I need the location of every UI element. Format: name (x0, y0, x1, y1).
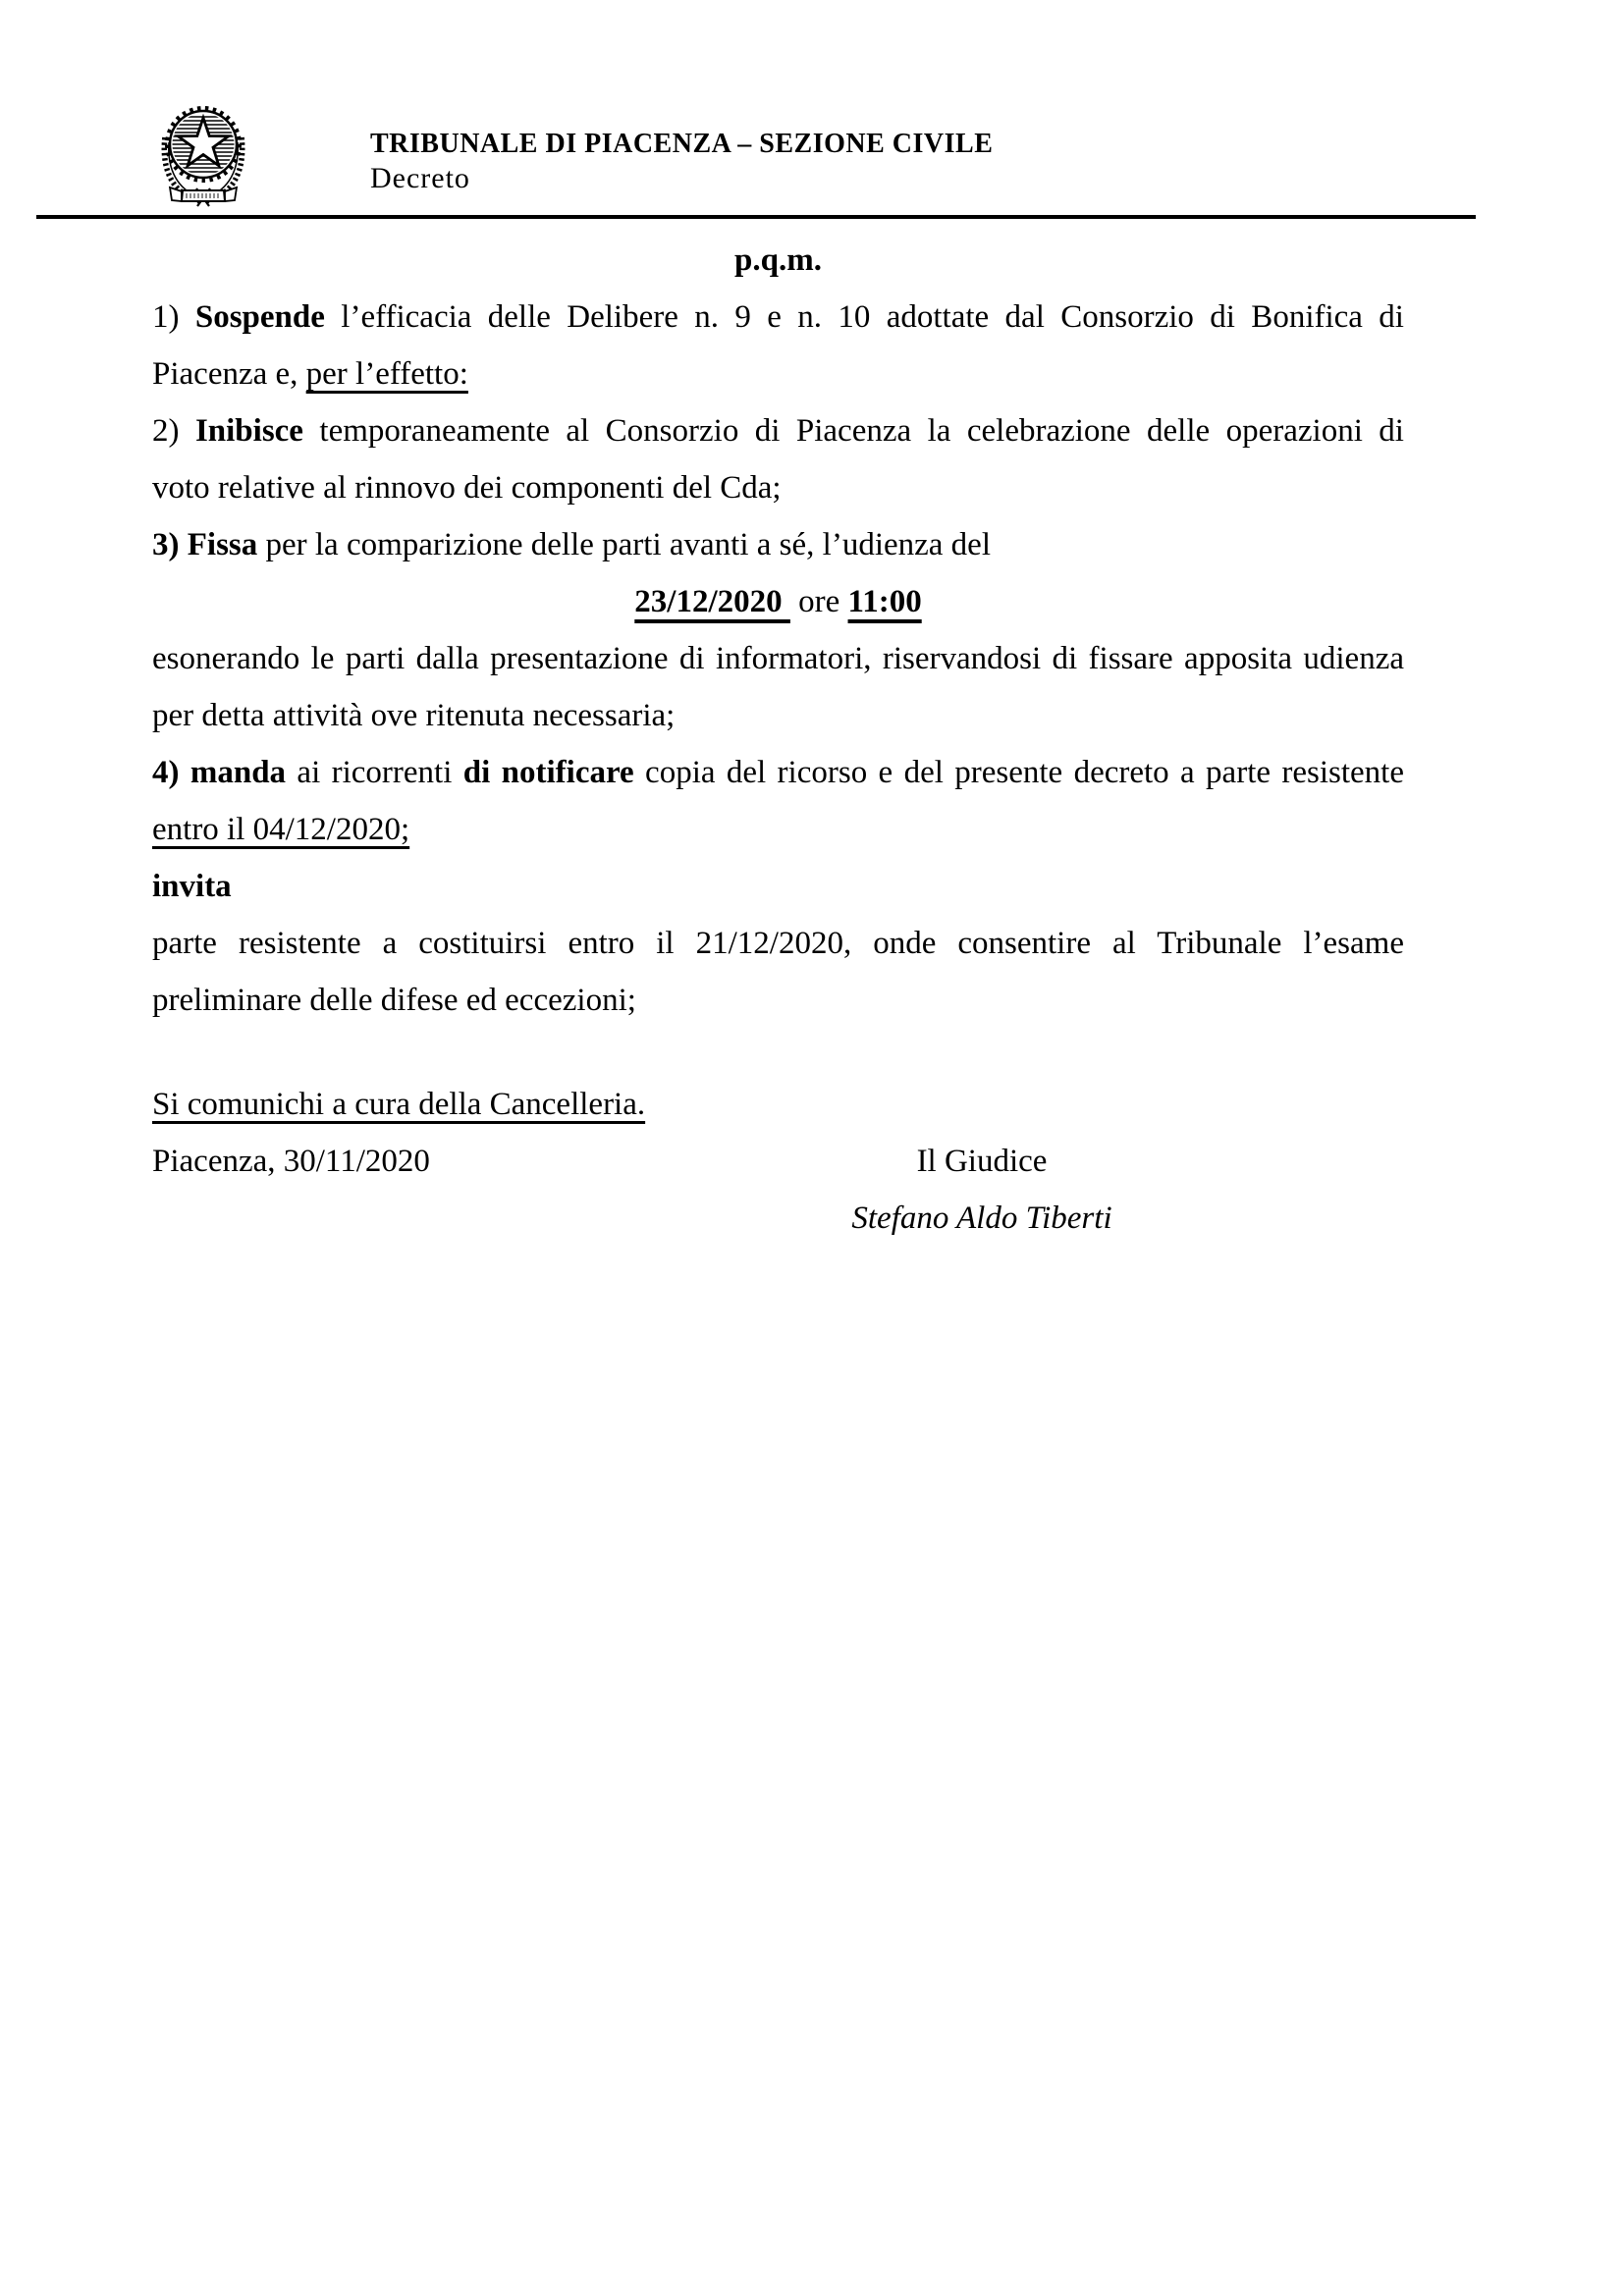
order-4-line-1 (152, 744, 1404, 801)
place-date: Piacenza, 30/11/2020 (152, 1144, 430, 1179)
registry-notice (152, 1076, 1404, 1133)
order-4-bold-2: di notificare (462, 755, 634, 790)
hearing-time: 11:00 (847, 584, 922, 619)
pqm-heading: p.q.m. (734, 242, 822, 278)
place-date-row (152, 1133, 1404, 1190)
exemption-line-2: per detta attività ove ritenuta necessaria; (152, 698, 676, 733)
exemption-line-1: esonerando le parti dalla presentazione di informatori, riservandosi di fissare apposita udienza (152, 641, 1404, 676)
document-header (370, 128, 993, 196)
judge-label: Il Giudice (916, 1144, 1048, 1179)
order-4-text-1: ai ricorrenti (286, 755, 463, 790)
decree-body (152, 232, 1404, 1247)
header-divider (36, 215, 1476, 219)
order-1-underlined: per l’effetto: (305, 356, 468, 392)
order-2-text: temporaneamente al Consorzio di Piacenza la celebrazione delle operazioni di (302, 413, 1404, 449)
order-3-verb: 3) Fissa (152, 527, 258, 562)
order-4-verb: 4) manda (152, 755, 287, 790)
order-1-verb: Sospende (194, 299, 325, 335)
hearing-separator: ore (789, 584, 848, 619)
court-title: TRIBUNALE DI PIACENZA – SEZIONE CIVILE (370, 129, 994, 159)
blank-line (152, 1029, 1404, 1076)
order-1-line-2 (152, 346, 1404, 402)
order-1-line-1 (152, 289, 1404, 346)
order-3-text: per la comparizione delle parti avanti a sé, l’udienza del (257, 527, 991, 562)
hearing-date: 23/12/2020 (634, 584, 790, 619)
order-2-number: 2) (152, 413, 195, 449)
invitation-line-2: preliminare delle difese ed eccezioni; (152, 983, 636, 1018)
italian-republic-emblem-icon (154, 96, 252, 208)
order-2-verb: Inibisce (194, 413, 303, 449)
hearing-date-line (152, 573, 1404, 630)
order-2-line-1 (152, 402, 1404, 459)
document-type: Decreto (370, 162, 470, 194)
judge-name-row (152, 1190, 1404, 1247)
judge-name: Stefano Aldo Tiberti (851, 1201, 1112, 1236)
order-2-line-2: voto relative al rinnovo dei componenti del Cda; (152, 470, 782, 506)
order-1-text-cont: Piacenza e, (152, 356, 306, 392)
registry-notice-underlined: Si comunichi a cura della Cancelleria. (152, 1087, 646, 1122)
invitation-line-1: parte resistente a costituirsi entro il 21/12/2020, onde consentire al Tribunale l’esame (152, 926, 1404, 961)
order-4-text-2: copia del ricorso e del presente decreto a parte resistente (633, 755, 1404, 790)
deadline-underlined: entro il 04/12/2020; (152, 812, 410, 847)
order-1-text: l’efficacia delle Delibere n. 9 e n. 10 adottate dal Consorzio di Bonifica di (324, 299, 1404, 335)
invita-line: invita (152, 869, 232, 904)
order-3-line-1 (152, 516, 1404, 573)
order-1-number: 1) (152, 299, 195, 335)
order-4-deadline (152, 801, 1404, 858)
